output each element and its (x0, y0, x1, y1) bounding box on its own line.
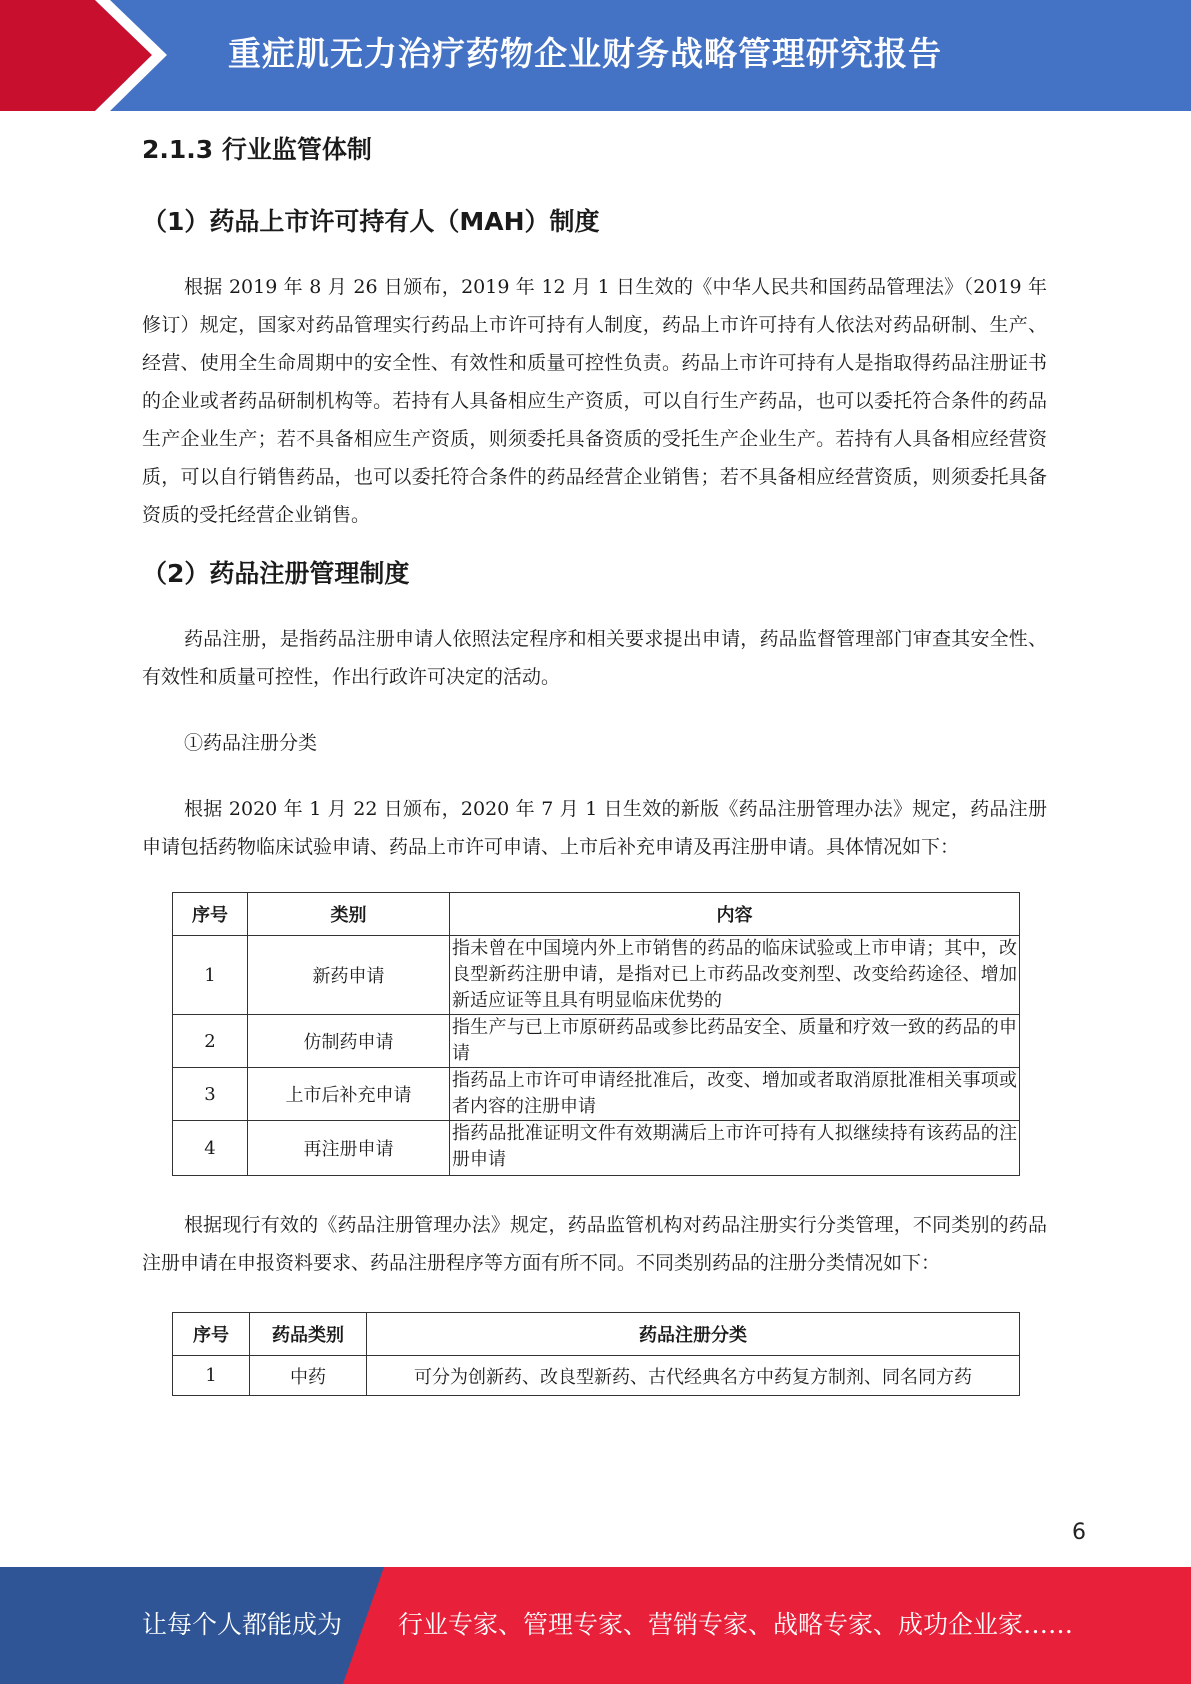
page-header (0, 0, 1191, 111)
table-row (173, 1068, 1020, 1121)
registration-intro: 根据 2020 年 1 月 22 日颁布，2020 年 7 月 1 日生效的新版《药品注册管理办法》规定，药品注册申请包括药物临床试验申请、药品上市许可申请、上市后补充申请及再注册申请。具体情况如下： (142, 798, 1047, 858)
column-header-no: 序号 (173, 1313, 250, 1356)
row-category: 仿制药申请 (248, 1015, 450, 1068)
table-header-row (173, 893, 1020, 936)
column-header-drug-category: 药品类别 (250, 1313, 367, 1356)
row-no: 2 (173, 1015, 248, 1068)
drug-classification-table (172, 1312, 1020, 1396)
report-title: 重症肌无力治疗药物企业财务战略管理研究报告 (228, 34, 942, 73)
row-category: 再注册申请 (248, 1121, 450, 1176)
mah-paragraph: 根据 2019 年 8 月 26 日颁布，2019 年 12 月 1 日生效的《中华人民共和国药品管理法》（2019 年修订）规定，国家对药品管理实行药品上市许可持有人制度，药品上市许可持有人依法对药品研制、生产、经营、使用全生命周期中的安全性、有效性和质量可控性负责。药品上市许可持有人是指取得药品注册证书的企业或者药品研制机构等。若持有人具备相应生产资质，可以自行生产药品，也可以委托符合条件的药品生产企业生产；若不具备相应生产资质，则须委托具备资质的受托生产企业生产。若持有人具备相应经营资质，可以自行销售药品，也可以委托符合条件的药品经营企业销售；若不具备相应经营资质，则须委托具备资质的受托经营企业销售。 (142, 276, 1047, 526)
registration-paragraph: 药品注册，是指药品注册申请人依照法定程序和相关要求提出申请，药品监督管理部门审查其安全性、有效性和质量可控性，作出行政许可决定的活动。 (142, 628, 1047, 688)
registration-sub-heading: ①药品注册分类 (184, 732, 318, 754)
row-content: 可分为创新药、改良型新药、古代经典名方中药复方制剂、同名同方药 (367, 1356, 1020, 1396)
row-category: 中药 (250, 1356, 367, 1396)
column-header-registration-class: 药品注册分类 (367, 1313, 1020, 1356)
registration-types-table (172, 892, 1020, 1176)
row-no: 3 (173, 1068, 248, 1121)
row-no: 1 (173, 936, 248, 1015)
table-row (173, 1121, 1020, 1176)
mah-heading: （1）药品上市许可持有人（MAH）制度 (142, 207, 600, 236)
row-content: 指药品上市许可申请经批准后，改变、增加或者取消原批准相关事项或者内容的注册申请 (450, 1068, 1020, 1121)
row-content: 指生产与已上市原研药品或参比药品安全、质量和疗效一致的药品的申请 (450, 1015, 1020, 1068)
footer-slogan-left: 让每个人都能成为 (142, 1610, 343, 1639)
section-heading: 2.1.3 行业监管体制 (142, 135, 372, 164)
column-header-category: 类别 (248, 893, 450, 936)
page-cut-mask (0, 1507, 1191, 1567)
table-header-row (173, 1313, 1020, 1356)
row-no: 4 (173, 1121, 248, 1176)
table-row (173, 1015, 1020, 1068)
row-category: 新药申请 (248, 936, 450, 1015)
page-content (142, 125, 1047, 1396)
row-content: 指未曾在中国境内外上市销售的药品的临床试验或上市申请；其中，改良型新药注册申请，是指对已上市药品改变剂型、改变给药途径、增加新适应证等且具有明显临床优势的 (450, 936, 1020, 1015)
column-header-content: 内容 (450, 893, 1020, 936)
page-number: 6 (1072, 1520, 1086, 1545)
table-row (173, 1356, 1020, 1396)
footer-slogan-right: 行业专家、管理专家、营销专家、战略专家、成功企业家…… (398, 1610, 1074, 1639)
row-content: 指药品批准证明文件有效期满后上市许可持有人拟继续持有该药品的注册申请 (450, 1121, 1020, 1176)
row-category: 上市后补充申请 (248, 1068, 450, 1121)
registration-heading: （2）药品注册管理制度 (142, 559, 410, 588)
row-no: 1 (173, 1356, 250, 1396)
classification-paragraph: 根据现行有效的《药品注册管理办法》规定，药品监管机构对药品注册实行分类管理，不同类别的药品注册申请在申报资料要求、药品注册程序等方面有所不同。不同类别药品的注册分类情况如下： (142, 1214, 1047, 1274)
column-header-no: 序号 (173, 893, 248, 936)
page-footer (0, 1567, 1191, 1684)
table-row (173, 936, 1020, 1015)
